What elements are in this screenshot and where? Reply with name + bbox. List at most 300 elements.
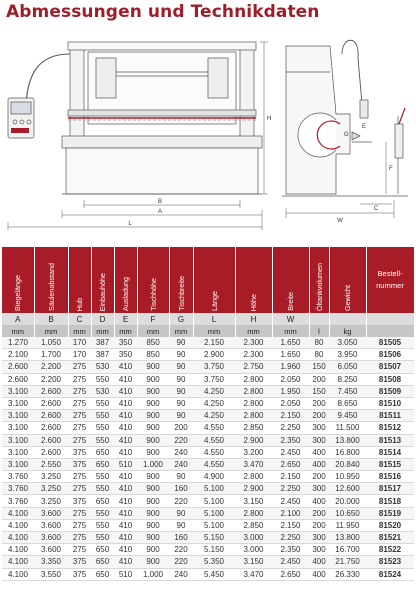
table-cell: 900 [137,532,169,544]
table-cell: 90 [169,397,193,409]
table-cell: 275 [68,471,91,483]
table-cell: 2.600 [34,385,68,397]
column-unit: mm [193,325,235,337]
table-cell: 1.700 [34,349,68,361]
table-cell: 410 [114,422,137,434]
order-number-cell: 81520 [366,519,414,531]
dim-label-w: W [337,218,343,224]
order-number-cell: 81513 [366,434,414,446]
table-cell: 3.100 [2,397,34,409]
order-number-cell: 81515 [366,458,414,470]
order-number-cell: 81521 [366,532,414,544]
table-cell: 3.760 [2,471,34,483]
table-cell: 275 [68,397,91,409]
table-body [2,337,414,580]
table-cell: 2.600 [34,446,68,458]
table-cell: 80 [309,349,329,361]
table-cell: 90 [169,410,193,422]
table-cell: 2.350 [272,434,309,446]
table-cell: 3.250 [34,483,68,495]
table-cell: 12.600 [329,483,366,495]
table-cell: 350 [114,337,137,349]
table-cell: 900 [137,483,169,495]
table-row [2,349,414,361]
table-cell: 220 [169,495,193,507]
table-cell: 1.000 [137,458,169,470]
table-row [2,385,414,397]
table-cell: 170 [68,337,91,349]
order-number-cell: 81523 [366,556,414,568]
table-cell: 650 [91,568,114,580]
column-header-label: Gewicht [343,285,352,311]
table-cell: 220 [169,434,193,446]
table-row [2,410,414,422]
column-header [2,247,34,313]
table-cell: 2.800 [235,397,272,409]
table-cell: 275 [68,361,91,373]
table-cell: 550 [91,519,114,531]
table-cell: 4.550 [193,458,235,470]
table-cell: 8.250 [329,373,366,385]
table-cell: 1.000 [137,568,169,580]
table-cell: 550 [91,373,114,385]
order-number-cell: 81514 [366,446,414,458]
table-cell: 275 [68,519,91,531]
table-cell: 410 [114,483,137,495]
table-cell: 850 [137,337,169,349]
column-header [193,247,235,313]
table-cell: 1.650 [272,337,309,349]
table-cell: 650 [91,495,114,507]
column-header-label: Breite [286,292,295,311]
table-cell: 3.150 [235,556,272,568]
column-letter [329,313,366,325]
table-cell: 3.760 [2,495,34,507]
table-cell: 900 [137,434,169,446]
column-letter: L [193,313,235,325]
column-letter: W [272,313,309,325]
table-cell: 2.450 [272,495,309,507]
table-cell: 240 [169,458,193,470]
table-cell: 3.000 [235,532,272,544]
table-cell: 150 [309,385,329,397]
order-number-cell: 81506 [366,349,414,361]
table-cell: 5.100 [193,507,235,519]
column-header [169,247,193,313]
table-cell: 550 [91,507,114,519]
table-cell: 550 [91,397,114,409]
table-cell: 3.100 [2,446,34,458]
table-cell: 2.600 [2,373,34,385]
table-cell: 3.950 [329,349,366,361]
table-cell: 90 [169,361,193,373]
table-cell: 200 [309,373,329,385]
table-cell: 11.950 [329,519,366,531]
table-cell: 400 [309,556,329,568]
table-row [2,458,414,470]
table-cell: 20.840 [329,458,366,470]
table-cell: 9.450 [329,410,366,422]
order-number-cell: 81509 [366,385,414,397]
table-cell: 410 [114,495,137,507]
table-cell: 90 [169,349,193,361]
table-cell: 3.470 [235,568,272,580]
column-header-label: Länge [209,291,219,311]
table-cell: 4.100 [2,532,34,544]
dim-label-h: H [267,116,272,122]
table-cell: 410 [114,446,137,458]
column-header [309,247,329,313]
table-cell: 300 [309,532,329,544]
table-cell: 5.450 [193,568,235,580]
table-cell: 3.200 [235,446,272,458]
table-cell: 160 [169,532,193,544]
column-header-label: Tischhöhe [148,278,158,311]
table-cell: 3.250 [34,495,68,507]
column-letter: D [91,313,114,325]
table-cell: 5.100 [193,495,235,507]
table-cell: 410 [114,471,137,483]
table-cell: 3.100 [2,422,34,434]
table-row [2,446,414,458]
table-cell: 2.750 [235,361,272,373]
table-cell: 530 [91,361,114,373]
table-cell: 275 [68,507,91,519]
table-cell: 3.350 [34,556,68,568]
table-row [2,434,414,446]
column-header-label: Hub [75,297,84,311]
table-cell: 2.200 [34,361,68,373]
table-cell: 550 [91,410,114,422]
table-cell: 300 [309,544,329,556]
table-cell: 275 [68,385,91,397]
table-cell: 275 [68,532,91,544]
table-cell: 2.150 [272,471,309,483]
table-cell: 650 [91,458,114,470]
column-header [329,247,366,313]
table-cell: 3.000 [235,544,272,556]
table-cell: 240 [169,446,193,458]
table-cell: 2.900 [193,349,235,361]
table-cell: 2.900 [235,483,272,495]
table-cell: 4.100 [2,519,34,531]
table-cell: 3.750 [193,361,235,373]
table-cell: 510 [114,568,137,580]
column-header [137,247,169,313]
table-cell: 2.800 [235,410,272,422]
table-cell: 375 [68,556,91,568]
table-cell: 3.600 [34,532,68,544]
column-header-label: Ausladung [121,277,130,311]
table-cell: 2.100 [2,349,34,361]
table-cell: 550 [91,532,114,544]
table-cell: 90 [169,373,193,385]
table-cell: 900 [137,446,169,458]
table-cell: 200 [309,519,329,531]
table-cell: 387 [91,349,114,361]
table-cell: 410 [114,410,137,422]
table-cell: 2.550 [34,458,68,470]
table-cell: 400 [309,446,329,458]
table-cell: 4.550 [193,446,235,458]
column-header-label: Höhe [249,293,258,311]
table-cell: 3.100 [2,410,34,422]
order-number-cell: 81519 [366,507,414,519]
column-header [235,247,272,313]
order-number-cell: 81507 [366,361,414,373]
table-cell: 900 [137,361,169,373]
table-cell: 200 [309,397,329,409]
table-cell: 4.100 [2,568,34,580]
table-cell: 530 [91,385,114,397]
table-cell: 650 [91,544,114,556]
table-cell: 2.600 [34,410,68,422]
table-cell: 200 [309,410,329,422]
table-row [2,471,414,483]
table-cell: 900 [137,471,169,483]
table-cell: 3.100 [2,434,34,446]
dim-label-g: G [344,132,349,138]
table-cell: 2.600 [34,434,68,446]
table-cell: 2.250 [272,532,309,544]
dim-label-b: B [157,199,163,205]
table-cell: 650 [91,556,114,568]
table-cell: 2.600 [2,361,34,373]
table-cell: 2.300 [235,349,272,361]
column-letter [309,313,329,325]
table-cell: 2.300 [235,337,272,349]
table-cell: 11.500 [329,422,366,434]
table-cell: 3.600 [34,507,68,519]
order-number-cell: 81511 [366,410,414,422]
table-cell: 200 [169,422,193,434]
table-cell: 410 [114,385,137,397]
column-header-label: Einbauhöhe [98,272,107,311]
column-header [366,247,414,313]
table-cell: 400 [309,568,329,580]
column-letter: C [68,313,91,325]
table-cell: 2.200 [34,373,68,385]
table-cell: 2.050 [272,373,309,385]
table-cell: 275 [68,544,91,556]
table-cell: 2.150 [272,410,309,422]
order-number-cell: 81522 [366,544,414,556]
table-cell: 900 [137,422,169,434]
table-row [2,556,414,568]
table-cell: 4.100 [2,544,34,556]
table-cell: 2.650 [272,458,309,470]
table-cell: 2.900 [235,434,272,446]
table-cell: 3.150 [235,495,272,507]
table-cell: 275 [68,434,91,446]
table-cell: 90 [169,471,193,483]
table-cell: 16.800 [329,446,366,458]
table-cell: 90 [169,385,193,397]
unit-row [2,325,414,337]
order-number-cell: 81517 [366,483,414,495]
column-header [114,247,137,313]
table-cell: 4.550 [193,434,235,446]
column-unit: mm [137,325,169,337]
column-header-label: Biegelänge [13,275,23,311]
dim-label-f: F [389,166,393,172]
table-cell: 2.600 [34,397,68,409]
table-cell: 10.650 [329,507,366,519]
column-unit: mm [272,325,309,337]
column-unit: mm [91,325,114,337]
column-letter: H [235,313,272,325]
table-cell: 2.850 [235,422,272,434]
table-cell: 150 [309,361,329,373]
table-cell: 21.750 [329,556,366,568]
dim-label-c: C [373,206,379,212]
table-cell: 510 [114,458,137,470]
table-cell: 400 [309,458,329,470]
table-cell: 2.800 [235,373,272,385]
table-cell: 1.950 [272,385,309,397]
table-cell: 220 [169,556,193,568]
table-row [2,422,414,434]
table-cell: 3.750 [193,373,235,385]
table-cell: 410 [114,434,137,446]
table-cell: 3.100 [2,458,34,470]
table-cell: 160 [169,483,193,495]
order-number-cell: 81508 [366,373,414,385]
table-cell: 410 [114,397,137,409]
table-cell: 900 [137,495,169,507]
table-cell: 4.100 [2,507,34,519]
dim-label-e: E [362,124,367,130]
table-cell: 410 [114,507,137,519]
table-cell: 2.800 [235,471,272,483]
column-header-label: Säulenabstand [46,263,56,311]
table-cell: 80 [309,337,329,349]
table-cell: 2.150 [193,337,235,349]
table-cell: 2.450 [272,556,309,568]
table-cell: 410 [114,361,137,373]
table-cell: 2.150 [272,519,309,531]
column-letter: B [34,313,68,325]
table-cell: 3.470 [235,458,272,470]
table-cell: 2.850 [235,519,272,531]
table-cell: 240 [169,568,193,580]
table-cell: 3.760 [2,483,34,495]
spec-table [2,247,415,581]
table-row [2,568,414,580]
table-cell: 4.250 [193,397,235,409]
table-cell: 410 [114,544,137,556]
table-cell: 8.650 [329,397,366,409]
table-cell: 90 [169,507,193,519]
table-cell: 7.450 [329,385,366,397]
table-cell: 3.550 [34,568,68,580]
order-number-cell: 81512 [366,422,414,434]
dim-label-l: L [128,221,132,227]
table-row [2,373,414,385]
table-cell: 900 [137,519,169,531]
table-cell: 350 [114,349,137,361]
table-cell: 375 [68,495,91,507]
table-cell: 1.960 [272,361,309,373]
column-unit: mm [2,325,34,337]
table-cell: 900 [137,507,169,519]
table-cell: 275 [68,422,91,434]
dim-label-a: A [157,209,163,215]
table-cell: 16.700 [329,544,366,556]
table-cell: 90 [169,337,193,349]
table-cell: 2.650 [272,568,309,580]
table-cell: 375 [68,446,91,458]
side-view [282,40,408,218]
table-cell: 20.000 [329,495,366,507]
table-cell: 650 [91,446,114,458]
header-row [2,247,414,313]
front-view [8,42,268,230]
table-cell: 2.800 [235,385,272,397]
column-header-label: Öltankvolumen [314,263,324,311]
table-cell: 10.950 [329,471,366,483]
table-cell: 4.100 [2,556,34,568]
table-cell: 900 [137,544,169,556]
column-header-label: Bestell-nummer [376,269,404,290]
table-cell: 900 [137,397,169,409]
table-row [2,544,414,556]
column-header-label: Tischbreite [176,276,186,311]
order-number-cell: 81518 [366,495,414,507]
table-cell: 550 [91,434,114,446]
table-cell: 850 [137,349,169,361]
table-cell: 900 [137,385,169,397]
table-cell: 410 [114,519,137,531]
page-title: Abmessungen und Technikdaten [6,2,320,22]
table-cell: 410 [114,556,137,568]
table-cell: 375 [68,568,91,580]
table-row [2,519,414,531]
table-cell: 4.900 [193,471,235,483]
column-header [272,247,309,313]
column-unit: mm [68,325,91,337]
column-letter: G [169,313,193,325]
letter-row [2,313,414,325]
order-number-cell: 81510 [366,397,414,409]
table-cell: 4.550 [193,422,235,434]
table-cell: 300 [309,422,329,434]
table-cell: 900 [137,373,169,385]
table-cell: 13.800 [329,532,366,544]
table-cell: 387 [91,337,114,349]
table-cell: 3.250 [34,471,68,483]
table-cell: 550 [91,471,114,483]
table-row [2,483,414,495]
table-cell: 13.800 [329,434,366,446]
table-cell: 4.250 [193,385,235,397]
column-header [91,247,114,313]
column-unit: mm [235,325,272,337]
table-cell: 550 [91,422,114,434]
table-cell: 3.600 [34,519,68,531]
table-cell: 2.350 [272,544,309,556]
table-cell: 5.350 [193,556,235,568]
table-cell: 2.250 [272,422,309,434]
column-header [34,247,68,313]
table-cell: 375 [68,458,91,470]
table-cell: 300 [309,434,329,446]
table-cell: 6.050 [329,361,366,373]
column-letter [366,313,414,325]
table-cell: 3.600 [34,544,68,556]
table-cell: 900 [137,556,169,568]
table-cell: 275 [68,373,91,385]
